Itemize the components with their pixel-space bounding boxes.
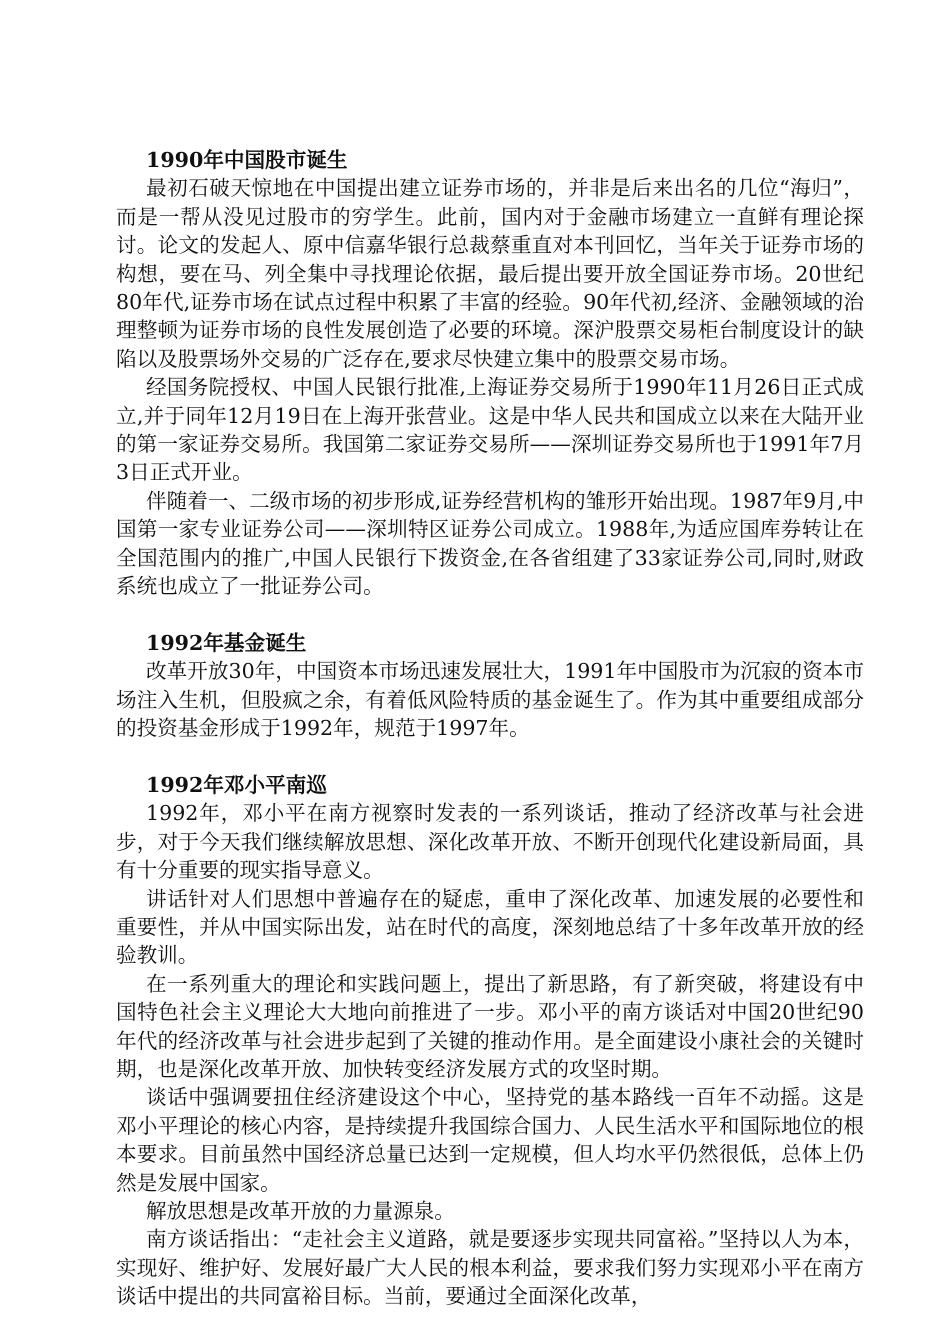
section-heading: 1990年中国股市诞生 (146, 148, 348, 172)
section-1990-stock-market (116, 146, 864, 601)
document-body (116, 146, 864, 1311)
section-heading: 1992年基金诞生 (146, 630, 307, 655)
section-1992-southern-tour (116, 771, 864, 1311)
paragraph: 在一系列重大的理论和实践问题上，提出了新思路，有了新突破，将建设有中国特色社会主义理论大大地向前推进了一步。邓小平的南方谈话对中国20世纪90年代的经济改革与社会进步起到了关键的推动作用。是全面建设小康社会的关键时期，也是深化改革开放、加快转变经济发展方式的攻坚时期。 (116, 971, 864, 1081)
section-1992-funds (116, 629, 864, 743)
paragraph: 最初石破天惊地在中国提出建立证券市场的，并非是后来出名的几位“海归”，而是一帮从没见过股市的穷学生。此前，国内对于金融市场建立一直鲜有理论探讨。论文的发起人、原中信嘉华银行总裁蔡重直对本刊回忆，当年关于证券市场的构想，要在马、列全集中寻找理论依据，最后提出要开放全国证券市场。20世纪80年代,证券市场在试点过程中积累了丰富的经验。90年代初,经济、金融领域的治理整顿为证券市场的良性发展创造了必要的环境。深沪股票交易柜台制度设计的缺陷以及股票场外交易的广泛存在,要求尽快建立集中的股票交易市场。 (116, 176, 864, 371)
paragraph: 谈话中强调要扭住经济建设这个中心，坚持党的基本路线一百年不动摇。这是邓小平理论的核心内容，是持续提升我国综合国力、人民生活水平和国际地位的根本要求。目前虽然中国经济总量已达到一定规模，但人均水平仍然很低，总体上仍然是发展中国家。 (116, 1085, 864, 1195)
paragraph: 南方谈话指出：“走社会主义道路，就是要逐步实现共同富裕。”坚持以人为本，实现好、维护好、发展好最广大人民的根本利益，要求我们努力实现邓小平在南方谈话中提出的共同富裕目标。当前，要通过全面深化改革， (116, 1227, 864, 1309)
section-heading: 1992年邓小平南巡 (146, 772, 327, 797)
paragraph: 伴随着一、二级市场的初步形成,证券经营机构的雏形开始出现。1987年9月,中国第一家专业证券公司——深圳特区证券公司成立。1988年,为适应国库券转让在全国范围内的推广,中国人民银行下拨资金,在各省组建了33家证券公司,同时,财政系统也成立了一批证券公司。 (116, 488, 864, 599)
section-spacer (116, 743, 864, 771)
paragraph: 改革开放30年，中国资本市场迅速发展壮大，1991年中国股市为沉寂的资本市场注入生机，但股疯之余，有着低风险特质的基金诞生了。作为其中重要组成部分的投资基金形成于1992年，规范于1997年。 (116, 659, 864, 741)
section-spacer (116, 601, 864, 629)
paragraph: 讲话针对人们思想中普遍存在的疑虑，重申了深化改革、加速发展的必要性和重要性，并从中国实际出发，站在时代的高度，深刻地总结了十多年改革开放的经验教训。 (116, 886, 864, 968)
paragraph: 解放思想是改革开放的力量源泉。 (146, 1199, 455, 1223)
paragraph: 经国务院授权、中国人民银行批准,上海证券交易所于1990年11月26日正式成立,并于同年12月19日在上海开张营业。这是中华人民共和国成立以来在大陆开业的第一家证券交易所。我国第二家证券交易所——深圳证券交易所也于1991年7月3日正式开业。 (116, 375, 864, 485)
paragraph: 1992年，邓小平在南方视察时发表的一系列谈话，推动了经济改革与社会进步，对于今天我们继续解放思想、深化改革开放、不断开创现代化建设新局面，具有十分重要的现实指导意义。 (116, 801, 864, 883)
